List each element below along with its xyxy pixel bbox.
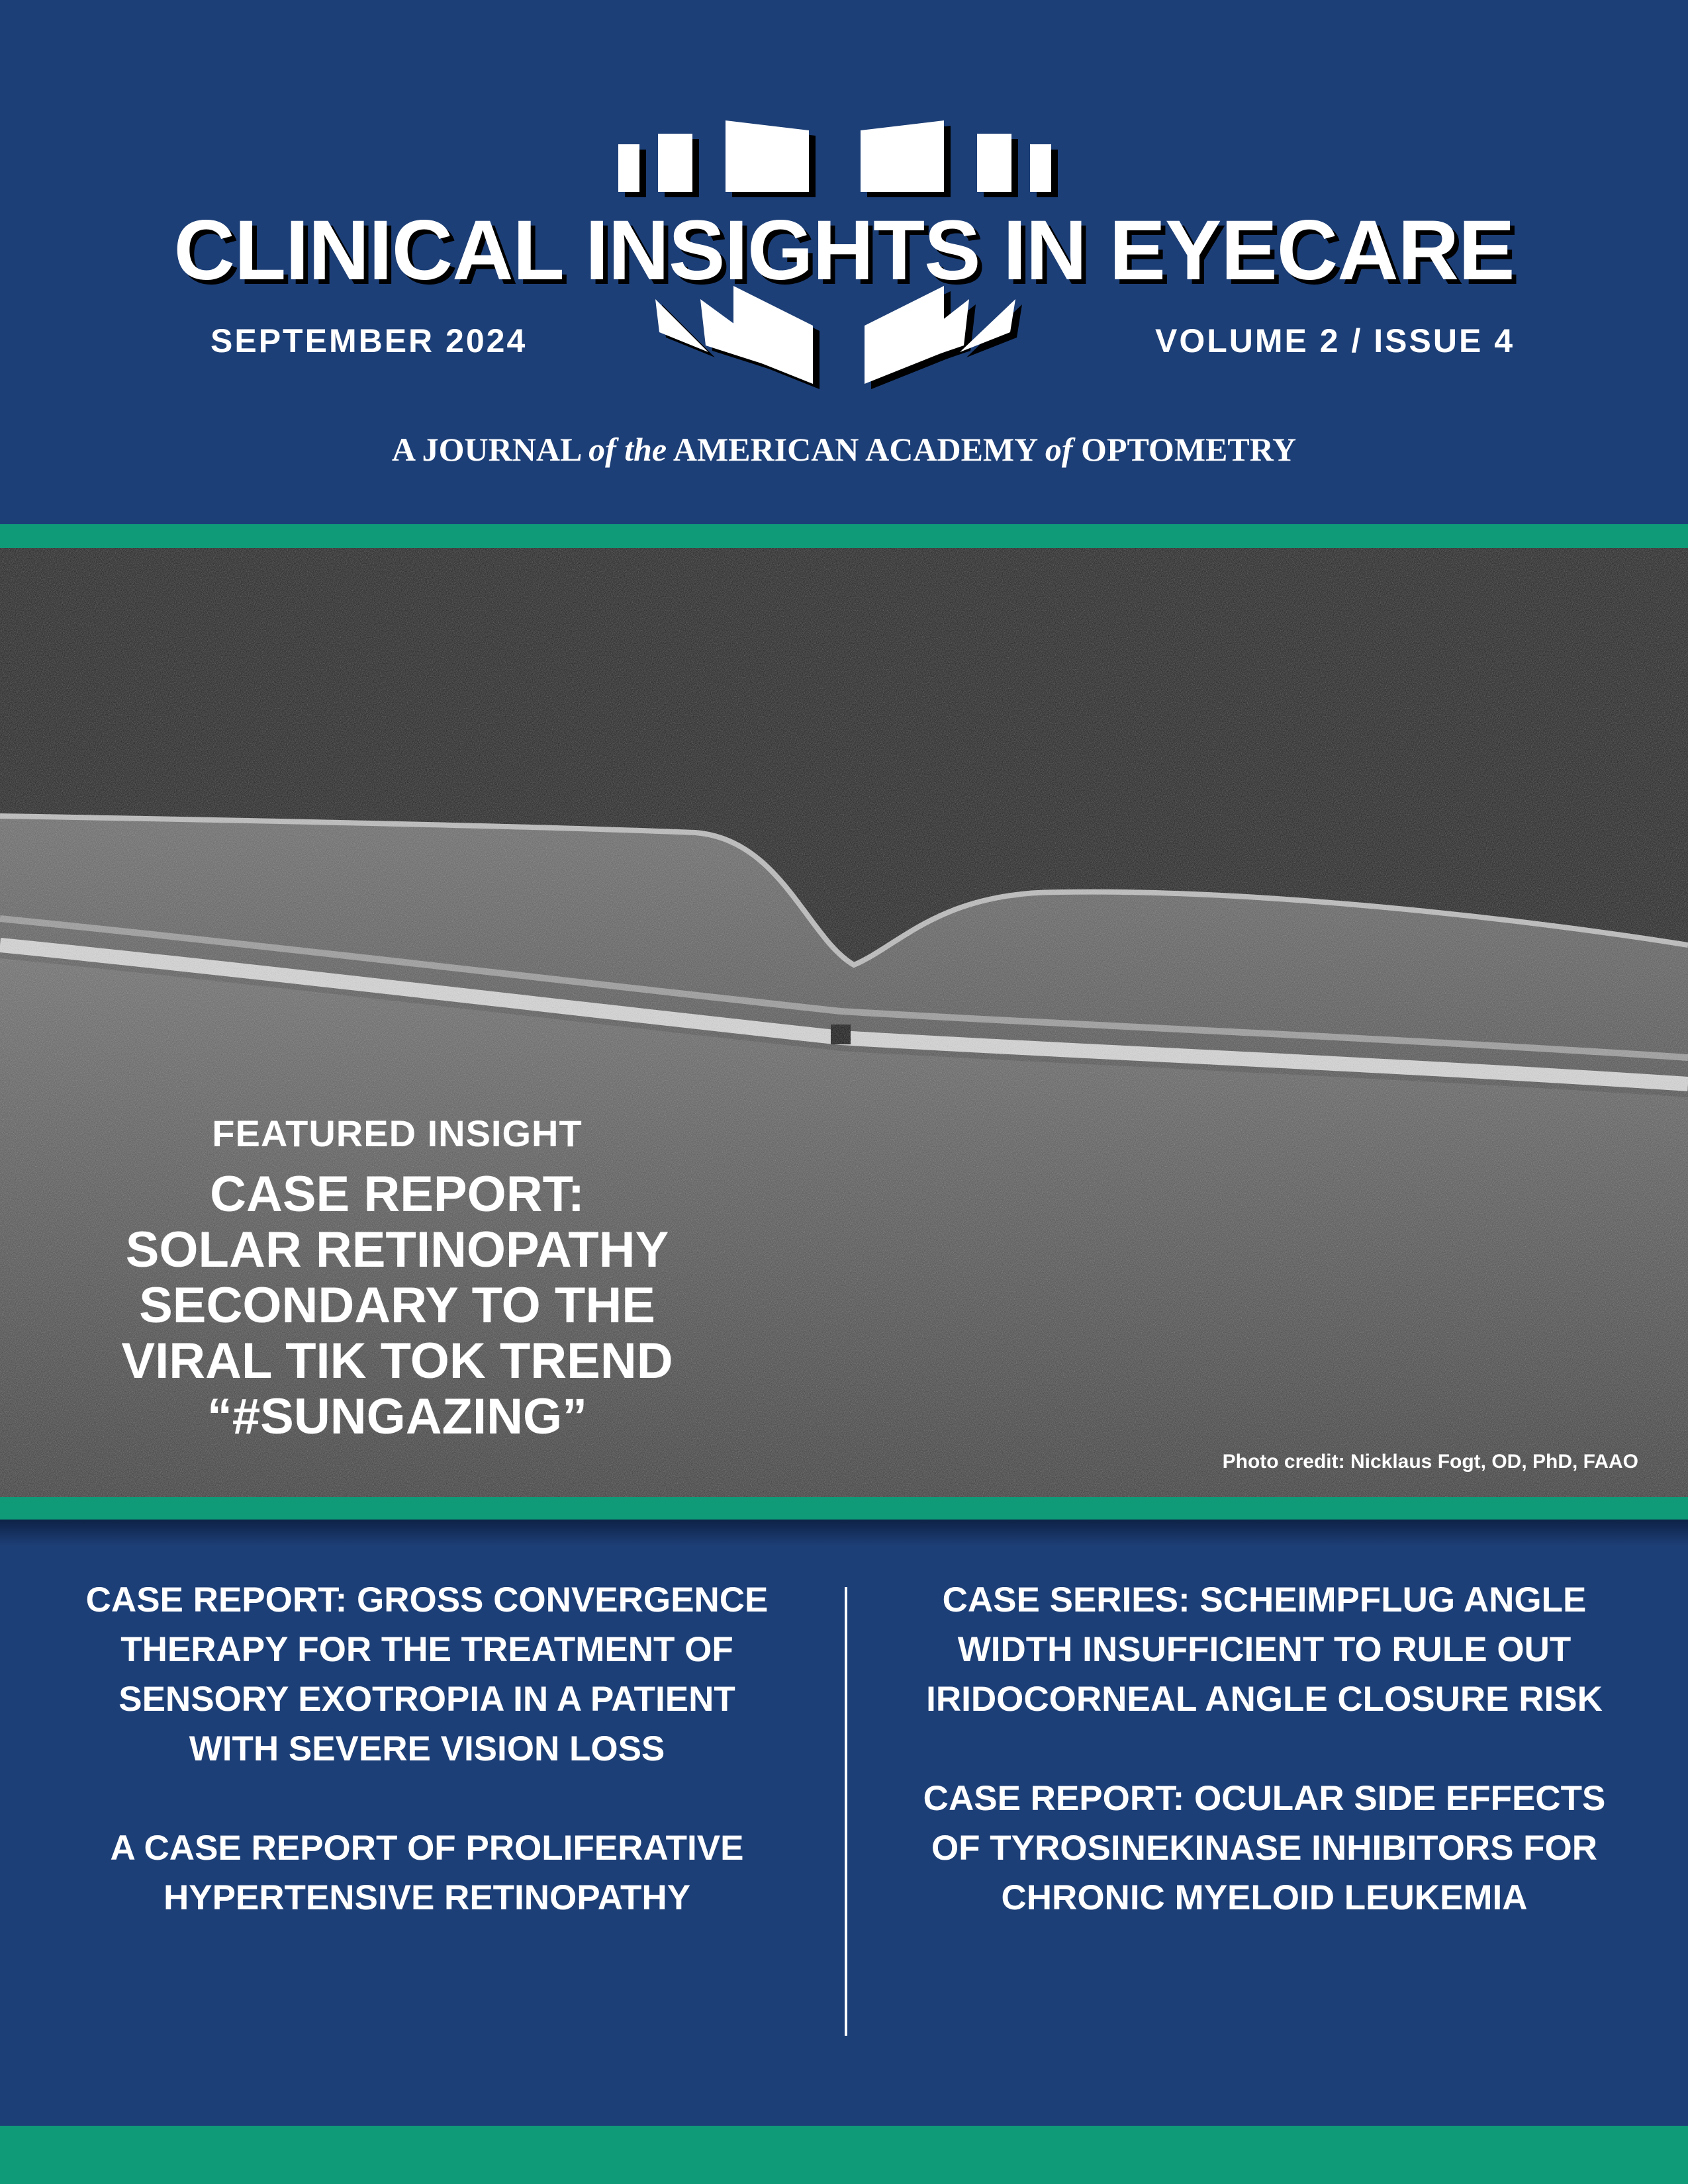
article-title[interactable]: CASE REPORT: OCULAR SIDE EFFECTS OF TYROSINEKINASE INHIBITORS FOR CHRONIC MYELOID LEUKEMIA	[923, 1779, 1606, 1917]
articles-right-column	[874, 1575, 1655, 1972]
article-title[interactable]: CASE REPORT: GROSS CONVERGENCE THERAPY FOR THE TREATMENT OF SENSORY EXOTROPIA IN A PATIENT WITH SEVERE VISION LOSS	[85, 1580, 769, 1768]
articles-left-column	[36, 1575, 818, 1972]
issue-date: SEPTEMBER 2024	[211, 322, 528, 359]
tagline-part: A JOURNAL	[391, 431, 589, 468]
journal-title: CLINICAL INSIGHTS IN EYECARE	[173, 203, 1515, 298]
tagline-part: AMERICAN ACADEMY	[667, 431, 1045, 468]
top-accent-bar	[0, 524, 1688, 548]
tagline-part: of	[1045, 431, 1073, 468]
middle-accent-bar	[0, 1497, 1688, 1520]
featured-article[interactable]	[79, 1112, 715, 1445]
photo-credit: Photo credit: Nicklaus Fogt, OD, PhD, FAAO	[1222, 1451, 1638, 1473]
cover-header	[0, 0, 1688, 524]
column-divider	[845, 1587, 847, 2036]
shadow-band	[0, 1520, 1688, 1546]
article-title[interactable]: A CASE REPORT OF PROLIFERATIVE HYPERTENSIVE RETINOPATHY	[110, 1829, 744, 1917]
article-title[interactable]: CASE SERIES: SCHEIMPFLUG ANGLE WIDTH INSUFFICIENT TO RULE OUT IRIDOCORNEAL ANGLE CLOSURE RISK	[926, 1580, 1603, 1719]
tagline-part: of the	[588, 431, 667, 468]
featured-label: FEATURED INSIGHT	[212, 1113, 583, 1154]
issue-volume: VOLUME 2 / ISSUE 4	[1154, 322, 1515, 359]
bottom-accent-bar	[0, 2126, 1688, 2184]
tagline-part: OPTOMETRY	[1072, 431, 1297, 468]
featured-title[interactable]: CASE REPORT: SOLAR RETINOPATHY SECONDARY TO THE VIRAL TIK TOK TREND “#SUNGAZING”	[121, 1166, 673, 1445]
journal-tagline	[0, 430, 1688, 469]
